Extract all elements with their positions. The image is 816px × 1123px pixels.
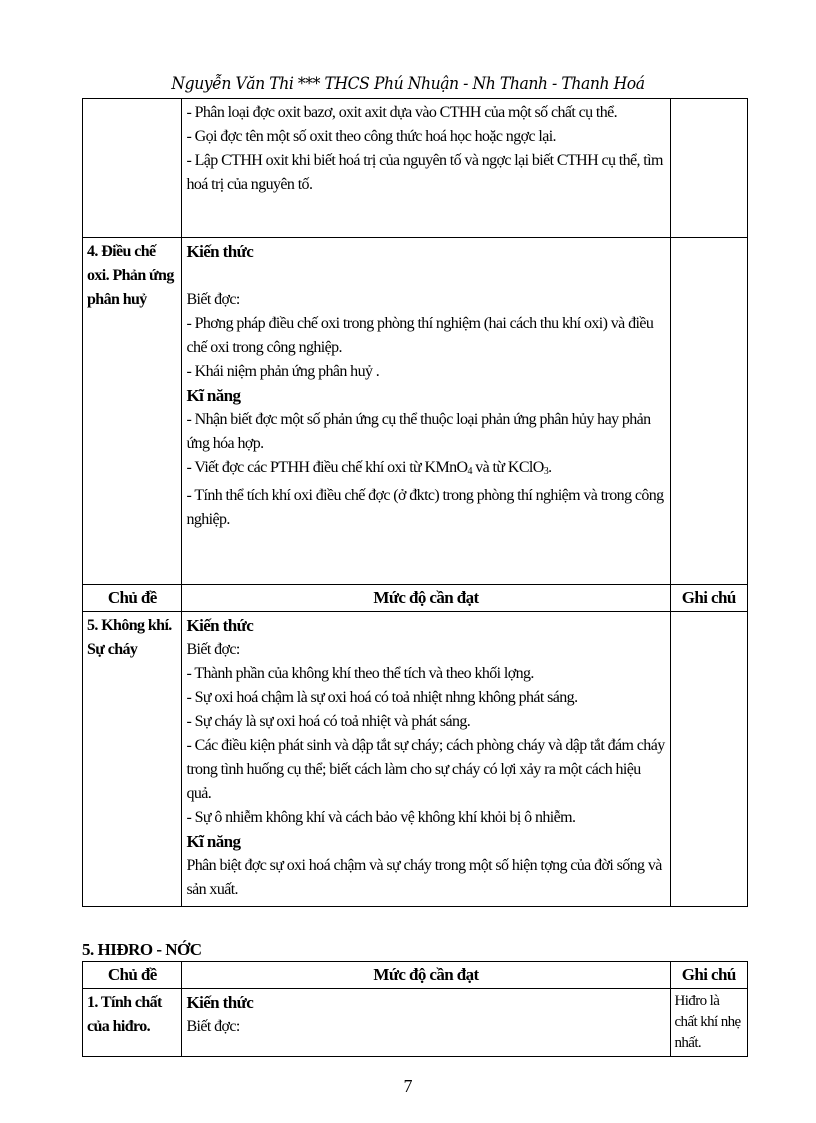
content-cell — [182, 99, 670, 238]
table-row — [83, 238, 748, 585]
header-chu-de: Chủ đề — [83, 585, 182, 612]
formula-text: . — [548, 459, 552, 476]
header-ghi-chu: Ghi chú — [670, 585, 748, 612]
note-cell — [670, 99, 748, 238]
formula-text: - Viết đợc các PTHH điều chế khí oxi từ KMnO — [186, 459, 468, 476]
content-line: - Tính thể tích khí oxi điều chế đợc (ở đktc) trong phòng thí nghiệm và trong công nghiệp. — [186, 487, 664, 528]
topic-cell: 1. Tính chất của hiđro. — [83, 989, 182, 1057]
header-ghi-chu: Ghi chú — [670, 962, 748, 989]
content-line: - Phơng pháp điều chế oxi trong phòng thí nghiệm (hai cách thu khí oxi) và điều chế oxi trong công nghiệp. — [186, 315, 654, 356]
content-line: - Thành phần của không khí theo thể tích và theo khối lợng. — [186, 665, 534, 682]
table-header-row — [83, 962, 748, 989]
note-cell — [670, 238, 748, 585]
topic-cell-empty — [83, 99, 182, 238]
content-line: - Sự ô nhiễm không khí và cách bảo vệ không khí khỏi bị ô nhiễm. — [186, 809, 576, 826]
spacer — [186, 264, 665, 288]
header-muc-do: Mức độ cần đạt — [182, 585, 670, 612]
content-line: Phân biệt đợc sự oxi hoá chậm và sự cháy trong một số hiện tợng của đời sống và sản xuất. — [186, 857, 662, 898]
table-row — [83, 612, 748, 907]
content-line: - Sự cháy là sự oxi hoá có toả nhiệt và phát sáng. — [186, 713, 471, 730]
biet-label: Biết đợc: — [186, 1018, 240, 1035]
content-line: - Lập CTHH oxit khi biết hoá trị của nguyên tố và ngợc lại biết CTHH cụ thể, tìm hoá trị của nguyên tố. — [186, 152, 663, 193]
kien-thuc-heading: Kiến thức — [186, 993, 254, 1012]
kien-thuc-heading: Kiến thức — [186, 242, 254, 261]
formula-text: và từ KClO — [471, 459, 544, 476]
content-line: - Khái niệm phản ứng phân huỷ . — [186, 363, 380, 380]
content-line: - Nhận biết đợc một số phản ứng cụ thể thuộc loại phản ứng phân hủy hay phản ứng hóa hợp. — [186, 411, 651, 452]
content-line: - Gọi đợc tên một số oxit theo công thức hoá học hoặc ngợc lại. — [186, 128, 556, 145]
ki-nang-heading: Kĩ năng — [186, 832, 241, 851]
standards-table — [82, 98, 748, 907]
content-cell — [182, 989, 670, 1057]
hidro-table — [82, 961, 748, 1057]
content-line — [186, 456, 665, 484]
page-header: Nguyễn Văn Thi *** THCS Phú Nhuận - Nh Thanh - Thanh Hoá — [171, 74, 645, 94]
topic-cell: 5. Không khí. Sự cháy — [83, 612, 182, 907]
content-line: - Sự oxi hoá chậm là sự oxi hoá có toả nhiệt nhng không phát sáng. — [186, 689, 578, 706]
table-row — [83, 99, 748, 238]
header-muc-do: Mức độ cần đạt — [182, 962, 670, 989]
table-row — [83, 989, 748, 1057]
page-number: 7 — [403, 1076, 413, 1096]
topic-cell: 4. Điều chế oxi. Phản ứng phân huỷ — [83, 238, 182, 585]
ki-nang-heading: Kĩ năng — [186, 386, 241, 405]
content-cell — [182, 238, 670, 585]
note-cell: Hiđro là chất khí nhẹ nhất. — [670, 989, 748, 1057]
content-line: - Phân loại đợc oxit bazơ, oxit axit dựa vào CTHH của một số chất cụ thể. — [186, 104, 618, 121]
subscript: 3 — [543, 466, 549, 477]
content-line: - Các điều kiện phát sinh và dập tắt sự cháy; cách phòng cháy và dập tắt đám cháy trong tình huống cụ thể; biết cách làm cho sự cháy có lợi xảy ra một cách hiệu quả. — [186, 737, 665, 802]
biet-label: Biết đợc: — [186, 641, 240, 658]
biet-label: Biết đợc: — [186, 291, 240, 308]
content-cell — [182, 612, 670, 907]
subscript: 4 — [467, 466, 472, 477]
kien-thuc-heading: Kiến thức — [186, 616, 254, 635]
note-cell — [670, 612, 748, 907]
header-chu-de: Chủ đề — [83, 962, 182, 989]
section-title: 5. HIĐRO - NỚC — [82, 940, 202, 959]
table-header-row — [83, 585, 748, 612]
